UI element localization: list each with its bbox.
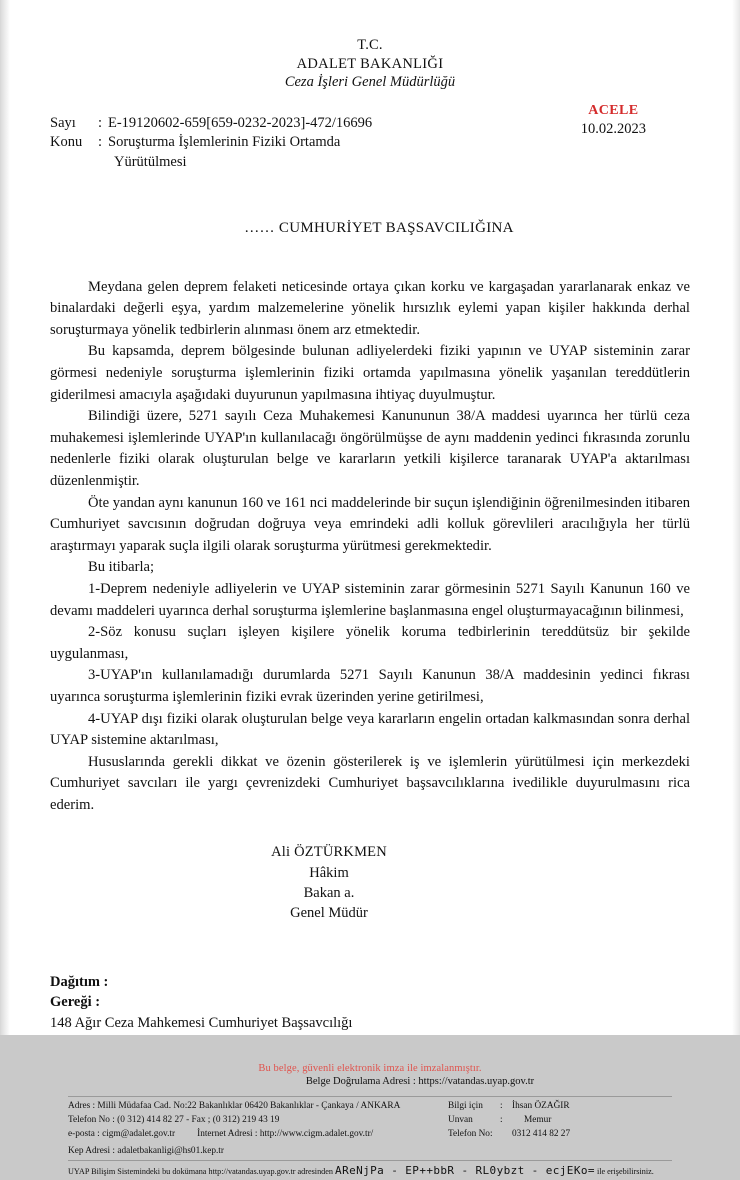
meta-row-konu [50, 133, 480, 153]
document-meta [50, 102, 690, 176]
verification-prefix: UYAP Bilişim Sistemindeki bu dokümana http://vatandas.uyap.gov.tr adresinden [68, 1167, 333, 1177]
esignature-notice [50, 1063, 690, 1087]
footer-email-row [68, 1128, 430, 1142]
signatory-on-behalf: Bakan a. [303, 885, 355, 902]
footer-contact-row [448, 1100, 672, 1114]
distribution-recipient: 148 Ağır Ceza Mahkemesi Cumhuriyet Başsavcılığı [50, 1014, 353, 1031]
addressee: …… CUMHURİYET BAŞSAVCILIĞINA [244, 219, 514, 236]
body-paragraph-9: 4-UYAP dışı fiziki olarak oluşturulan belge veya kararların engelin ortadan kalkmasından sonra derhal UYAP sistemine aktarılması, [50, 710, 690, 749]
verification-suffix: ile erişebilirsiniz. [596, 1167, 654, 1177]
letterhead-republic: T.C. [357, 37, 383, 53]
footer-contact-name: İhsan ÖZAĞIR [512, 1101, 570, 1112]
body-paragraph-7: 2-Söz konusu suçları işleyen kişilere yönelik koruma tedbirlerinin tereddütsüz bir şekilde uygulanması, [50, 624, 690, 662]
distribution-block [50, 972, 690, 1034]
document-footer [50, 1096, 690, 1161]
urgency-block [581, 102, 646, 139]
footer-title-row [448, 1114, 672, 1128]
konu-label: Konu [50, 134, 83, 151]
footer-phone-row [448, 1128, 672, 1142]
footer-kep-row [68, 1142, 672, 1159]
footer-info-column [440, 1100, 672, 1141]
konu-colon: : [98, 134, 103, 151]
footer-contact-label: Bilgi için [448, 1101, 483, 1112]
body-paragraph-10: Hususlarında gerekli dikkat ve özenin gösterilerek iş ve işlemlerin yürütülmesi için merkezdeki Cumhuriyet savcıları ile yargı çevrenizdeki Cumhuriyet başsavcılıklarına ivedilikle duyurulmasını rica ederim. [50, 753, 690, 813]
footer-title-label: Unvan [448, 1115, 473, 1126]
body-paragraph-2: Bu kapsamda, deprem bölgesinde bulunan adliyelerdeki fiziki yapının ve UYAP sisteminin zarar görmesi nedeniyle soruşturma işlemlerinin fiziki ortamda yapılmasına yönelik yaşanılan tereddütlerin giderilmesi amacıyla aşağıdaki duyurunun yapılmasına ihtiyaç duyulmuştur. [50, 343, 690, 403]
body-paragraph-5: Bu itibarla; [88, 559, 155, 576]
letterhead [50, 0, 690, 92]
footer-contact-colon: : [500, 1101, 503, 1112]
footer-address: Adres : Milli Müdafaa Cad. No:22 Bakanlıklar 06420 Bakanlıklar - Çankaya / ANKARA [68, 1101, 401, 1112]
sayi-label: Sayı [50, 114, 76, 131]
verification-line [50, 1163, 690, 1180]
footer-title-colon: : [500, 1115, 503, 1126]
footer-columns [68, 1097, 672, 1141]
requirement-label: Gereği : [50, 994, 101, 1011]
letterhead-ministry: ADALET BAKANLIĞI [296, 55, 444, 72]
sayi-value: E-19120602-659[659-0232-2023]-472/16696 [108, 114, 373, 131]
konu-value: Soruşturma İşlemlerinin Fiziki Ortamda [108, 134, 341, 151]
footer-website: İnternet Adresi : http://www.cigm.adalet.gov.tr/ [197, 1128, 374, 1139]
document-date: 10.02.2023 [580, 120, 646, 137]
meta-rows [50, 114, 480, 173]
sayi-colon: : [98, 114, 103, 131]
distribution-label: Dağıtım : [50, 973, 109, 990]
document-body [50, 277, 690, 817]
footer-phone-label: Telefon No: [448, 1128, 493, 1139]
meta-row-sayi [50, 114, 480, 134]
esignature-verify-address: Belge Doğrulama Adresi : https://vatandas.uyap.gov.tr [305, 1076, 535, 1088]
body-paragraph-8: 3-UYAP'ın kullanılamadığı durumlarda 5271 Sayılı Kanunun 38/A maddesinin yedinci fıkrası uyarınca soruşturma işlemlerinin fiziki evrak üzerinden yerine getirilmesi, [50, 667, 690, 705]
footer-phone: Telefon No : (0 312) 414 82 27 - Fax ; (0 312) 219 43 19 [68, 1115, 280, 1126]
verification-code: AReNjPa - EP++bbR - RL0ybzt - ecjEKo= [335, 1164, 595, 1178]
footer-kep-address: Kep Adresi : adaletbakanligi@hs01.kep.tr [68, 1145, 224, 1156]
footer-title-value: Memur [524, 1115, 552, 1126]
footer-bottom-rule [68, 1160, 672, 1161]
body-paragraph-3: Bilindiği üzere, 5271 sayılı Ceza Muhakemesi Kanununun 38/A maddesi uyarınca her türlü ceza muhakemesi işlemlerinde UYAP'ın kullanılacağı öngörülmüşse de aynı maddenin yedinci fıkrasında zorunlu nedenlerle fiziki olarak oluşturulan belge ve kararların yetkili kişilerce taranarak UYAP'a aktarılması düzenlenmiştir. [50, 408, 690, 489]
signatory-position: Genel Müdür [290, 905, 368, 922]
body-paragraph-6: 1-Deprem nedeniyle adliyelerin ve UYAP sisteminin zarar görmesinin 5271 Sayılı Kanunun 160 ve devamı maddeleri uyarınca derhal soruşturma işlemlerine başlanmasına engel oluşturmayacağının bilinmesi, [50, 580, 690, 619]
letterhead-department: Ceza İşleri Genel Müdürlüğü [284, 74, 456, 91]
body-paragraph-4: Öte yandan aynı kanunun 160 ve 161 nci maddelerinde bir suçun işlendiğinin öğrenilmesinden itibaren Cumhuriyet savcısının doğrudan doğruya veya emrindeki adli kolluk görevlileri aracılığıyla her türlü araştırmayı yaparak suçla ilgili olarak soruşturma yürütmesi gerekmektedir. [50, 494, 690, 554]
body-paragraph-1: Meydana gelen deprem felaketi neticesinde ortaya çıkan korku ve kargaşadan yararlanarak enkaz ve binalardaki değerli eşya, yardım malzemelerine yönelik hırsızlık eylemi yapan kişiler hakkında derhal soruşturmaya yönelik tedbirlerin alınması önem arz etmektedir. [50, 278, 690, 338]
signatory-title: Hâkim [309, 864, 349, 881]
footer-phone-value: 0312 414 82 27 [512, 1128, 571, 1139]
signatory-name: Ali ÖZTÜRKMEN [271, 844, 387, 861]
urgency-badge: ACELE [588, 102, 639, 118]
konu-value-continued: Yürütülmesi [114, 154, 187, 171]
signature-block [50, 842, 608, 923]
footer-contact-column [68, 1100, 440, 1141]
esignature-text: Bu belge, güvenli elektronik imza ile imzalanmıştır. [258, 1063, 482, 1075]
footer-email: e-posta : cigm@adalet.gov.tr [68, 1128, 176, 1139]
